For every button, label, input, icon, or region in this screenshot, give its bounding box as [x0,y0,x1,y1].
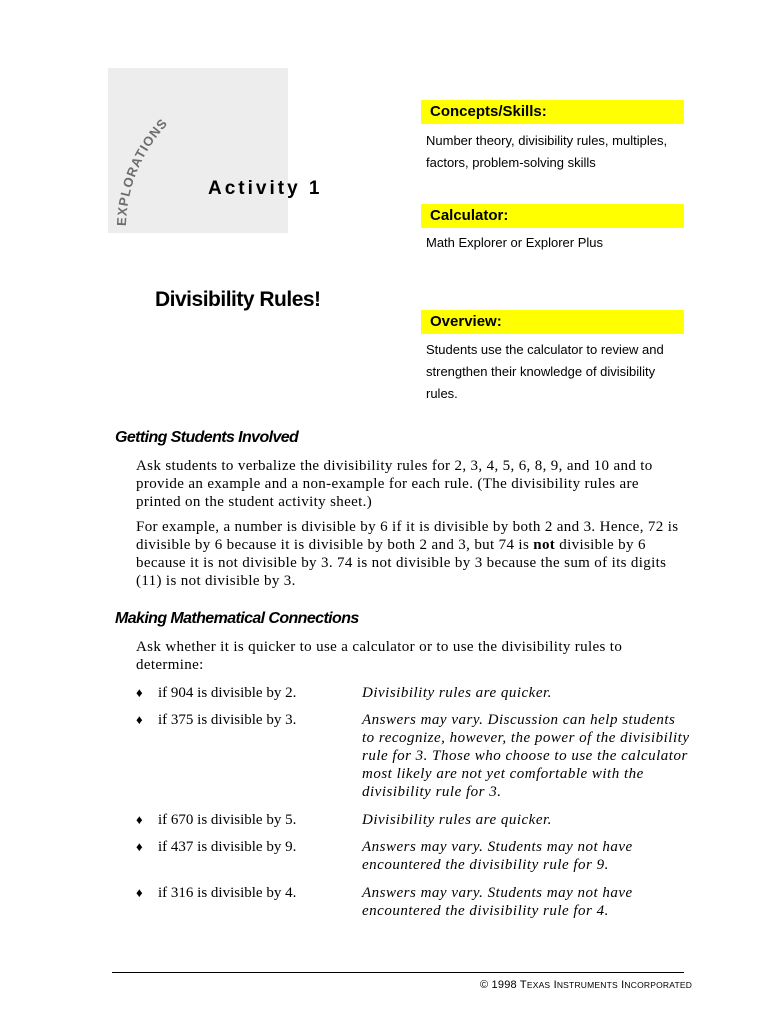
footer-copyright: © 1998 TEXAS INSTRUMENTS INCORPORATED [480,979,693,991]
calculator-text: Math Explorer or Explorer Plus [426,235,604,250]
answer-text: Answers may vary. Students may not have encountered the divisibility rule for 9. [362,839,633,873]
diamond-bullet-icon: ♦ [136,685,143,700]
diamond-bullet-icon: ♦ [136,839,143,854]
answer-text: Answers may vary. Students may not have encountered the divisibility rule for 4. [362,885,633,919]
question-text: if 437 is divisible by 9. [158,839,297,855]
answer-text: Divisibility rules are quicker. [362,685,552,701]
overview-text: Students use the calculator to review and strengthen their knowledge of divisibility rules. [426,342,664,401]
question-text: if 375 is divisible by 3. [158,712,297,728]
answer-text: Divisibility rules are quicker. [362,812,552,828]
question-text: if 316 is divisible by 4. [158,885,297,901]
answer-text: Answers may vary. Discussion can help students to recognize, however, the power of the divisibility rule for 3. Those who choose to use the calculator most likely are not yet comfortable with the divisibility rule for 3. [362,712,690,800]
diamond-bullet-icon: ♦ [136,712,143,727]
overview-header [421,310,684,334]
getting-involved-heading: Getting Students Involved [115,429,299,446]
connections-heading: Making Mathematical Connections [115,610,359,627]
concepts-header [421,100,684,124]
explorations-logo [108,68,288,233]
page-title: Divisibility Rules! [155,288,321,311]
diamond-bullet-icon: ♦ [136,812,143,827]
getting-involved-p1: Ask students to verbalize the divisibility rules for 2, 3, 4, 5, 6, 8, 9, and 10 and to provide an example and a non-example for each rule. (The divisibility rules are printed on the student activity sheet.) [136,458,653,510]
logo-text: EXPLORATIONS [113,115,171,227]
calculator-label: Calculator: [430,207,509,224]
concepts-text: Number theory, divisibility rules, multiples, factors, problem-solving skills [426,133,668,170]
question-text: if 670 is divisible by 5. [158,812,297,828]
footer-divider [112,972,684,973]
calculator-header [421,204,684,228]
overview-label: Overview: [430,313,502,330]
diamond-bullet-icon: ♦ [136,885,143,900]
concepts-label: Concepts/Skills: [430,103,547,120]
activity-number: Activity 1 [208,178,323,199]
getting-involved-p2: For example, a number is divisible by 6 if it is divisible by both 2 and 3. Hence, 72 is divisible by 6 because it is divisible by both 2 and 3, but 74 is not divisible by 6 because it is not divisible by 3. 74 is not divisible by 3 because the sum of its digits (11) is not divisible by 3. [136,519,679,589]
connections-intro: Ask whether it is quicker to use a calculator or to use the divisibility rules to determine: [136,639,623,673]
question-text: if 904 is divisible by 2. [158,685,297,701]
